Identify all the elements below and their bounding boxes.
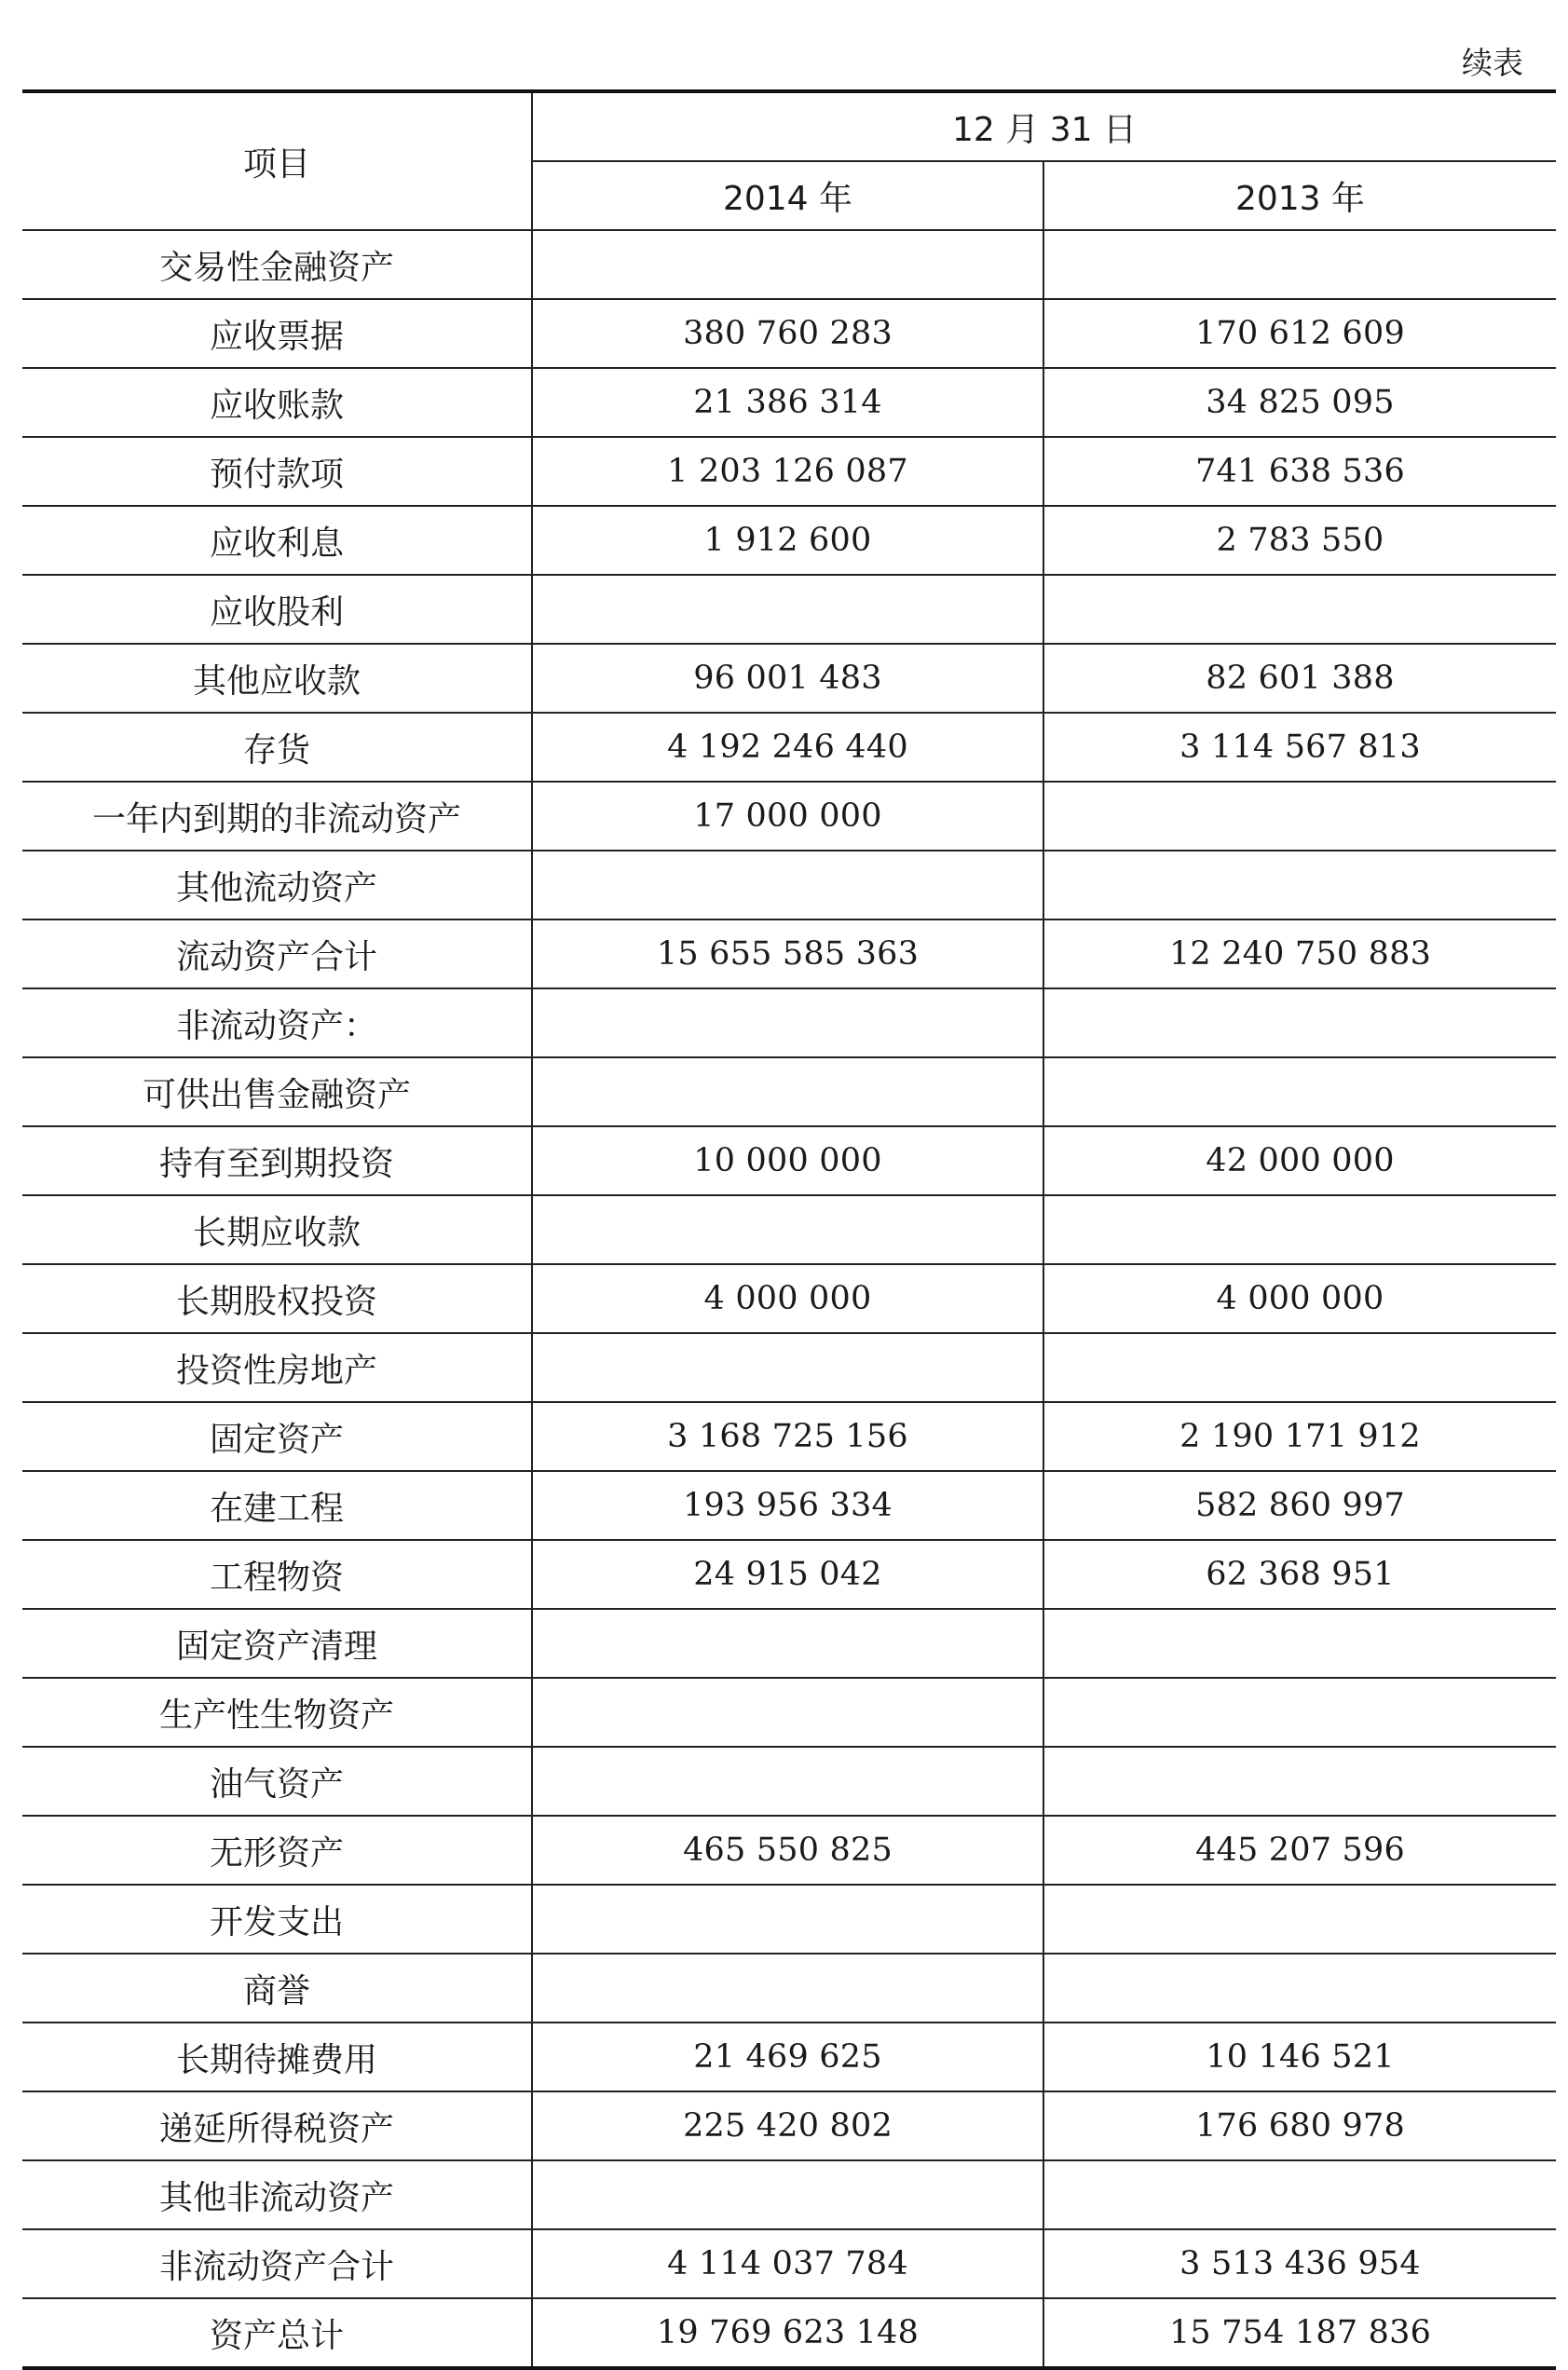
table-row [22,2160,1556,2229]
table-row [22,575,1556,644]
table-row [22,299,1556,368]
value-2014 [532,1885,1043,1954]
row-item-label: 其他流动资产 [22,851,532,919]
table-row [22,437,1556,506]
value-2013 [1043,575,1556,644]
row-item-label: 应收账款 [22,368,532,437]
value-2013 [1043,1333,1556,1402]
table-row [22,1609,1556,1678]
table-row [22,644,1556,713]
balance-sheet-table [22,89,1556,2370]
row-item-label: 长期待摊费用 [22,2023,532,2091]
table-row [22,368,1556,437]
value-2013 [1043,1885,1556,1954]
table-row [22,1747,1556,1816]
value-2014 [532,1609,1043,1678]
value-2014: 225 420 802 [532,2091,1043,2160]
value-2014: 96 001 483 [532,644,1043,713]
value-2013: 4 000 000 [1043,1264,1556,1333]
row-item-label: 应收股利 [22,575,532,644]
row-item-label: 递延所得税资产 [22,2091,532,2160]
value-2013 [1043,782,1556,851]
row-item-label: 持有至到期投资 [22,1126,532,1195]
table-row [22,1471,1556,1540]
value-2013: 10 146 521 [1043,2023,1556,2091]
value-2013: 82 601 388 [1043,644,1556,713]
table-row [22,1954,1556,2023]
table-row [22,1264,1556,1333]
value-2013: 2 783 550 [1043,506,1556,575]
table-row [22,782,1556,851]
table-row [22,1333,1556,1402]
row-item-label: 生产性生物资产 [22,1678,532,1747]
row-item-label: 长期股权投资 [22,1264,532,1333]
value-2014 [532,988,1043,1057]
value-2013: 3 114 567 813 [1043,713,1556,782]
value-2014: 4 000 000 [532,1264,1043,1333]
table-body [22,230,1556,2368]
table-row [22,851,1556,919]
year-2013-header: 2013 年 [1043,161,1556,230]
value-2013: 15 754 187 836 [1043,2298,1556,2368]
value-2013: 176 680 978 [1043,2091,1556,2160]
value-2013: 170 612 609 [1043,299,1556,368]
table-row [22,1057,1556,1126]
value-2013 [1043,1747,1556,1816]
date-column-header: 12 月 31 日 [532,91,1556,161]
row-item-label: 存货 [22,713,532,782]
row-item-label: 在建工程 [22,1471,532,1540]
table-row [22,1885,1556,1954]
continued-label: 续表 [1462,45,1523,81]
value-2013 [1043,2160,1556,2229]
row-item-label: 交易性金融资产 [22,230,532,299]
value-2014 [532,1333,1043,1402]
year-2014-header: 2014 年 [532,161,1043,230]
row-item-label: 商誉 [22,1954,532,2023]
row-item-label: 应收利息 [22,506,532,575]
row-item-label: 预付款项 [22,437,532,506]
value-2013 [1043,1678,1556,1747]
table-row [22,1402,1556,1471]
value-2013 [1043,230,1556,299]
table-row [22,1126,1556,1195]
row-item-label: 非流动资产： [22,988,532,1057]
value-2013: 582 860 997 [1043,1471,1556,1540]
row-item-label: 开发支出 [22,1885,532,1954]
table-row [22,988,1556,1057]
value-2014 [532,1954,1043,2023]
value-2014: 1 912 600 [532,506,1043,575]
value-2013 [1043,851,1556,919]
value-2014: 193 956 334 [532,1471,1043,1540]
value-2014: 21 469 625 [532,2023,1043,2091]
value-2014 [532,2160,1043,2229]
row-item-label: 固定资产 [22,1402,532,1471]
table-row [22,2298,1556,2368]
value-2014 [532,1195,1043,1264]
value-2014: 21 386 314 [532,368,1043,437]
row-item-label: 应收票据 [22,299,532,368]
table-row [22,230,1556,299]
value-2013 [1043,1195,1556,1264]
row-item-label: 固定资产清理 [22,1609,532,1678]
table-row [22,506,1556,575]
value-2013 [1043,1057,1556,1126]
table-row [22,2229,1556,2298]
value-2013: 2 190 171 912 [1043,1402,1556,1471]
value-2014: 465 550 825 [532,1816,1043,1885]
value-2013 [1043,1609,1556,1678]
value-2014: 15 655 585 363 [532,919,1043,988]
row-item-label: 其他非流动资产 [22,2160,532,2229]
value-2014 [532,575,1043,644]
row-item-label: 非流动资产合计 [22,2229,532,2298]
value-2013 [1043,988,1556,1057]
row-item-label: 一年内到期的非流动资产 [22,782,532,851]
value-2014 [532,1747,1043,1816]
value-2014 [532,1678,1043,1747]
value-2014: 1 203 126 087 [532,437,1043,506]
row-item-label: 油气资产 [22,1747,532,1816]
value-2013: 12 240 750 883 [1043,919,1556,988]
value-2014: 19 769 623 148 [532,2298,1043,2368]
value-2013: 3 513 436 954 [1043,2229,1556,2298]
row-item-label: 其他应收款 [22,644,532,713]
value-2013 [1043,1954,1556,2023]
row-item-label: 流动资产合计 [22,919,532,988]
value-2014: 380 760 283 [532,299,1043,368]
table-row [22,713,1556,782]
value-2014: 3 168 725 156 [532,1402,1043,1471]
table-row [22,1540,1556,1609]
row-item-label: 无形资产 [22,1816,532,1885]
value-2014: 10 000 000 [532,1126,1043,1195]
value-2014 [532,851,1043,919]
row-item-label: 投资性房地产 [22,1333,532,1402]
row-item-label: 资产总计 [22,2298,532,2368]
value-2014: 4 192 246 440 [532,713,1043,782]
value-2014: 4 114 037 784 [532,2229,1043,2298]
value-2014 [532,230,1043,299]
table-row [22,2091,1556,2160]
table-row [22,919,1556,988]
value-2014: 24 915 042 [532,1540,1043,1609]
value-2013: 34 825 095 [1043,368,1556,437]
row-item-label: 长期应收款 [22,1195,532,1264]
table-row [22,2023,1556,2091]
value-2014: 17 000 000 [532,782,1043,851]
value-2014 [532,1057,1043,1126]
row-item-label: 可供出售金融资产 [22,1057,532,1126]
value-2013: 42 000 000 [1043,1126,1556,1195]
table-row [22,1816,1556,1885]
value-2013: 741 638 536 [1043,437,1556,506]
table-header [22,91,1556,230]
row-item-label: 工程物资 [22,1540,532,1609]
table-row [22,1195,1556,1264]
table-row [22,1678,1556,1747]
value-2013: 62 368 951 [1043,1540,1556,1609]
item-column-header: 项目 [22,91,532,230]
value-2013: 445 207 596 [1043,1816,1556,1885]
